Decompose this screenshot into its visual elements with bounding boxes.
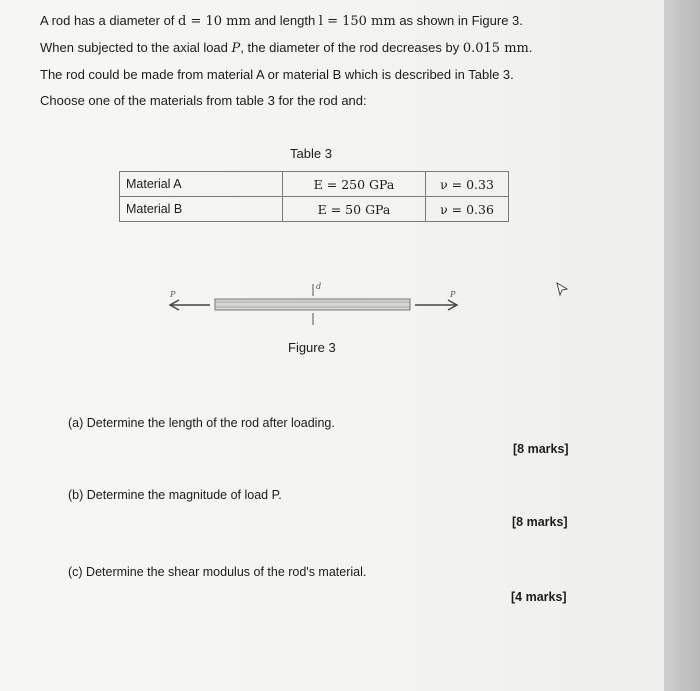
material-properties-table — [119, 171, 509, 222]
poisson-ratio-cell: ν = 0.36 — [426, 197, 509, 222]
right-load-label: P — [450, 290, 456, 299]
marks-a: [8 marks] — [513, 442, 569, 456]
question-c: (c) Determine the shear modulus of the rod's material. — [68, 565, 367, 579]
intro-line-3: The rod could be made from material A or material B which is described in Table 3. — [40, 67, 514, 82]
load-symbol: P — [231, 41, 241, 56]
question-a: (a) Determine the length of the rod after loading. — [68, 416, 335, 430]
rod — [215, 299, 410, 310]
problem-statement — [40, 8, 650, 114]
mouse-cursor-icon — [555, 281, 569, 297]
left-load-label: P — [170, 290, 176, 299]
elastic-modulus-cell: E = 50 GPa — [283, 197, 426, 222]
rod-diagram — [165, 272, 475, 332]
intro-line-4: Choose one of the materials from table 3 for the rod and: — [40, 93, 367, 108]
intro-line-1: A rod has a diameter of d = 10 mm and length l = 150 mm as shown in Figure 3. — [40, 13, 523, 29]
diameter-change-expression: 0.015 mm — [462, 41, 529, 56]
table-row — [120, 197, 509, 222]
figure-caption: Figure 3 — [288, 340, 336, 355]
material-name-cell: Material A — [120, 172, 283, 197]
page-edge-shadow — [664, 0, 700, 691]
elastic-modulus-cell: E = 250 GPa — [283, 172, 426, 197]
length-expression: l = 150 mm — [318, 14, 396, 29]
intro-line-2: When subjected to the axial load P, the diameter of the rod decreases by 0.015 mm. — [40, 40, 533, 56]
poisson-ratio-cell: ν = 0.33 — [426, 172, 509, 197]
marks-c: [4 marks] — [511, 590, 567, 604]
question-b: (b) Determine the magnitude of load P. — [68, 488, 282, 502]
material-name-cell: Material B — [120, 197, 283, 222]
marks-b: [8 marks] — [512, 515, 568, 529]
table-caption: Table 3 — [290, 146, 332, 161]
diameter-expression: d = 10 mm — [178, 14, 251, 29]
diameter-label: d — [316, 282, 322, 291]
table-row — [120, 172, 509, 197]
